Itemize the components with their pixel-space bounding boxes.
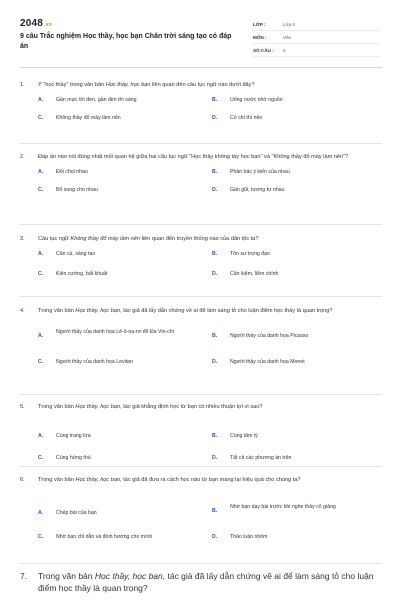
question-number: 6. xyxy=(20,477,25,483)
meta-info xyxy=(253,18,380,57)
question-text: 6. Trong văn bản Học thầy, học bạn, tác giả đã đưa ra cách học nào từ bạn mang lại hiệu quả cho chúng ta? xyxy=(20,477,301,483)
meta-subject xyxy=(253,31,380,44)
question-number: 1. xyxy=(20,82,25,88)
question-number: 7. xyxy=(20,571,28,581)
options: A. Gần mực thì đen, gần đèn thì sáng B. Uống nước nhớ nguồn C. Không thầy đố mày làm nên D. Có chí thì nên xyxy=(38,97,283,121)
options: A. Chép bài của bạn B. Nhờ bạn dạy bài trước khi nghe thầy cô giảng C. Nhờ bạn chỉ dẫn và định hướng cho mình D. Thảo luận nhóm xyxy=(38,504,336,540)
question-7 xyxy=(20,570,382,594)
question-divider xyxy=(20,466,382,467)
meta-value: 9 xyxy=(283,47,286,53)
meta-label: LỚP : xyxy=(253,21,266,27)
page-title: 9 câu Trắc nghiệm Học thầy, học bạn Chân trời sáng tạo có đáp án xyxy=(20,33,232,50)
question-text: 3. Câu tục ngữ Không thầy đố mày làm nên liên quan đến truyền thống nào của dân tộc ta? xyxy=(20,236,259,242)
question-4 xyxy=(20,307,382,365)
meta-count xyxy=(253,44,380,57)
question-text: 5. Trong văn bản Học thầy, học bạn, tác giả khẳng định học từ bạn có nhiều thuận lợi vì sao? xyxy=(20,404,263,410)
question-divider xyxy=(20,143,382,144)
question-text: 2. Đáp án nào nói đúng nhất mối quan hệ giữa hai câu tục ngữ "Học thầy không tày học bạn" và "Không thầy đố mày làm nên"? xyxy=(20,154,349,160)
options: A. Đối chọi nhau B. Phản bác ý kiến của nhau C. Bổ sung cho nhau D. Gần gũi, tương tự nhau xyxy=(38,169,290,193)
question-text: 1. Ý "học thầy" trong văn bản Học thầy, học bạn liên quan đến câu tục ngữ nào dưới đây? xyxy=(20,82,255,88)
question-3 xyxy=(20,235,382,276)
meta-grade xyxy=(253,18,380,31)
question-6 xyxy=(20,476,382,540)
question-divider xyxy=(20,224,382,225)
question-divider xyxy=(20,563,382,564)
question-text: 4. Trong văn bản Học thầy, học bạn, tác giả đã lấy dẫn chứng về ai để làm sáng tỏ cho luận điểm học thầy là quan trọng? xyxy=(20,308,333,314)
meta-value: Lớp 6 xyxy=(283,21,295,27)
question-divider xyxy=(20,394,382,395)
question-number: 2. xyxy=(20,154,25,160)
question-number: 3. xyxy=(20,236,25,242)
question-number: 4. xyxy=(20,308,25,314)
meta-value: Văn xyxy=(283,34,292,40)
question-divider xyxy=(20,296,382,297)
options: A. Cùng trang lứa B. Cùng tâm lý C. Cùng hứng thú D. Tất cả các phương án trên xyxy=(38,433,292,461)
header xyxy=(0,0,400,66)
header-divider xyxy=(20,67,382,68)
question-2 xyxy=(20,153,382,194)
logo-suffix: .vn xyxy=(44,22,52,28)
question-number: 5. xyxy=(20,404,25,410)
meta-label: MÔN : xyxy=(253,34,267,40)
logo-main: 2048 xyxy=(20,18,44,29)
options: A. Cần cù, sáng tạo B. Tôn sư trọng đạo C. Kiên cường, bất khuất D. Cần kiệm, liêm chính xyxy=(38,251,279,277)
question-1 xyxy=(20,81,382,122)
question-5 xyxy=(20,403,382,461)
question-text: 7. Trong văn bản Học thầy, học bạn, tác giả đã lấy dẫn chứng về ai để làm sáng tỏ cho luận điểm học thầy là quan trọng? xyxy=(20,571,374,593)
logo[interactable] xyxy=(20,18,52,29)
meta-label: SỐ CÂU : xyxy=(253,47,274,53)
options: A. Người thầy của danh họa Lê-ô-na-rơ-đô Đa Vin-chi B. Người thầy của danh họa Picasso C. Người thầy của danh họa Levitan D. Người thầy của danh họa Monet xyxy=(38,329,309,365)
